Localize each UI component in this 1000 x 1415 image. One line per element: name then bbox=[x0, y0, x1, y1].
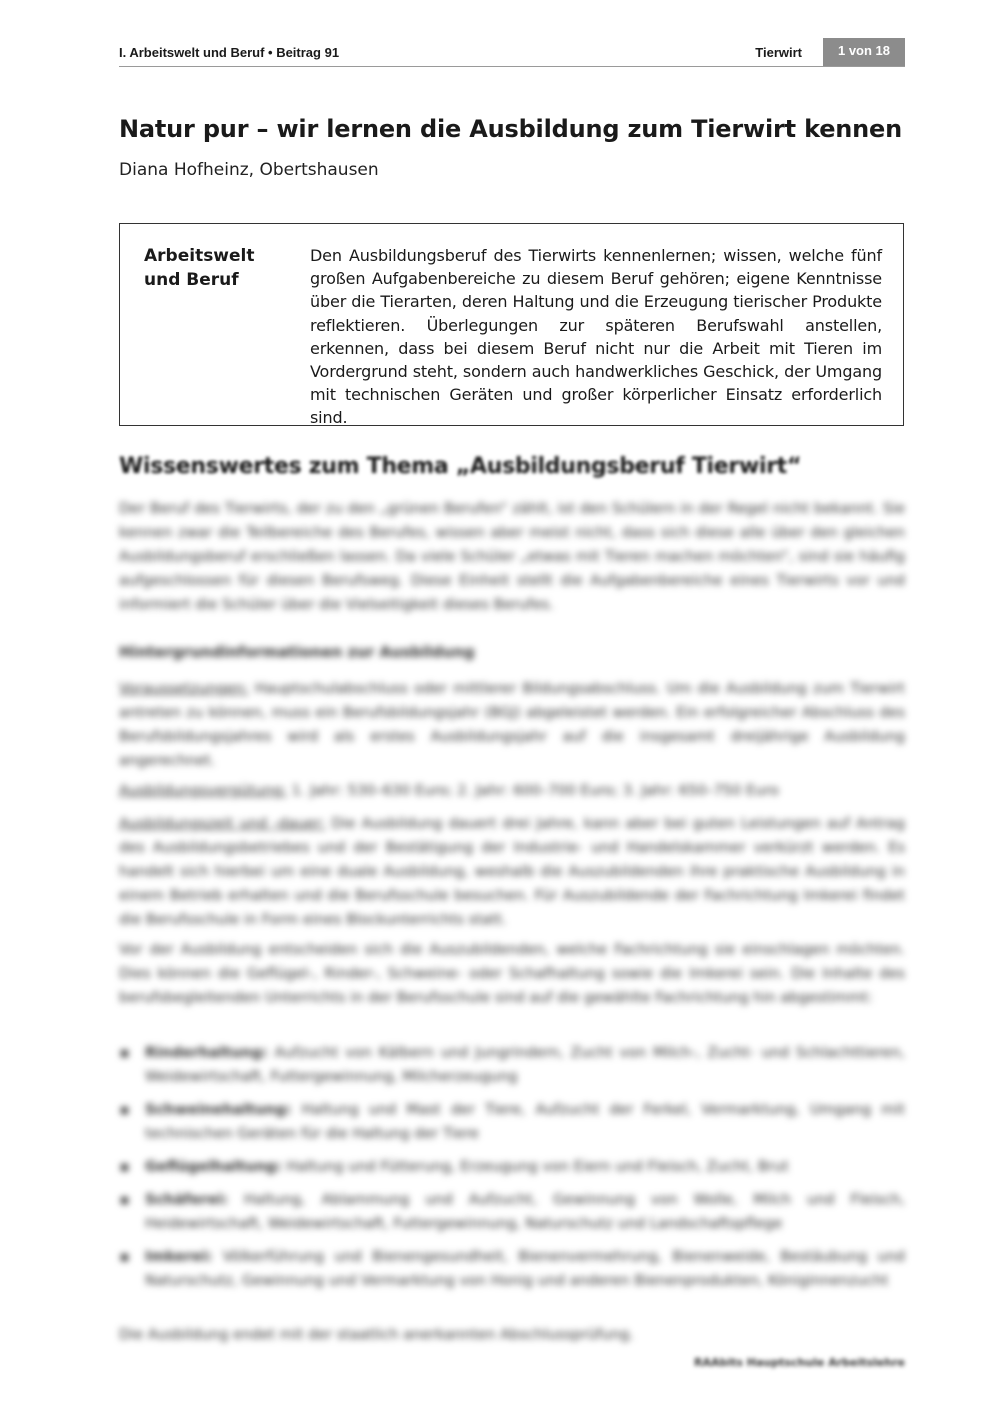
duration-label: Ausbildungszeit und -dauer: bbox=[119, 816, 326, 832]
requirements-label: Voraussetzungen: bbox=[119, 681, 249, 697]
requirements-block bbox=[119, 677, 905, 773]
list-item: Rinderhaltung: Aufzucht von Kälbern und Jungrindern, Zucht von Milch-, Zucht- und Schlachttieren, Weidewirtschaft, Futtergewinnung, Milcherzeugung bbox=[119, 1041, 905, 1089]
duration-text: Die Ausbildung dauert drei Jahre, kann aber bei guten Leistungen auf Antrag des Ausbildungsbetriebes und der Bestätigung der Industrie- und Handelskammer verkürzt werden. Es handelt sich hierbei um eine duale Ausbildung, weshalb die Auszubildenden ihre praktische Ausbildung in einem Betrieb erhalten und die Berufsschule besuchen. Für Auszubildende der Fachrichtung Imkerei findet die Berufsschule in Form eines Blockunterrichts statt. bbox=[119, 816, 905, 928]
pay-label: Ausbildungsvergütung: bbox=[119, 783, 288, 799]
closing-paragraph: Die Ausbildung endet mit der staatlich anerkannten Abschlussprüfung. bbox=[119, 1327, 634, 1343]
info-box bbox=[119, 223, 904, 426]
specialization-list-block bbox=[119, 1041, 905, 1293]
footer-credit: RAAbits Hauptschule Arbeitslehre bbox=[694, 1356, 905, 1369]
intro-paragraph: Der Beruf des Tierwirts, der zu den „grünen Berufen“ zählt, ist den Schülern in der Regel nicht bekannt. Sie kennen zwar die Teilbereiche des Berufes, wissen aber meist nicht, dass sich diese alle über den gleichen Ausbildungsberuf erschließen lassen. Da viele Schüler „etwas mit Tieren machen möchten“, sind sie häufig aufgeschlossen für diesen Berufsweg. Diese Einheit stellt die Aufgabenbereiche eines Tierwirts vor und informiert die Schüler über die Vielseitigkeit dieses Berufes. bbox=[119, 501, 905, 613]
pay-text: 1. Jahr: 530–630 Euro; 2. Jahr: 600–700 Euro; 3. Jahr: 650–750 Euro bbox=[287, 783, 779, 799]
pay-block bbox=[119, 779, 905, 803]
duration-block bbox=[119, 812, 905, 932]
subheading: Hintergrundinformationen zur Ausbildung bbox=[119, 643, 475, 661]
info-box-text: Den Ausbildungsberuf des Tierwirts kennenlernen; wissen, welche fünf großen Aufgabenbereiche zu diesem Beruf gehören; eigene Kenntnisse über die Tierarten, deren Haltung und die Erzeugung tierischer Produkte reflektieren. Überlegungen zur späteren Berufswahl anstellen, erkennen, dass bei diesem Beruf nicht nur die Arbeit mit Tieren im Vordergrund steht, sondern auch handwerkliches Geschick, der Umgang mit technischen Geräten und großer körperlicher Einsatz erforderlich sind. bbox=[310, 246, 882, 428]
duration-paragraph bbox=[119, 812, 905, 932]
list-item: Schweinehaltung: Haltung und Mast der Tiere, Aufzucht der Ferkel, Vermarktung, Umgang mit technischen Geräten für die Haltung der Tiere bbox=[119, 1098, 905, 1146]
subheading-block bbox=[119, 643, 905, 661]
list-item: Schäferei: Haltung, Ablammung und Aufzucht, Gewinnung von Wolle, Milch und Fleisch, Heidewirtschaft, Weidewirtschaft, Futtergewinnung, Naturschutz und Landschaftspflege bbox=[119, 1188, 905, 1236]
header-topic: Tierwirt bbox=[755, 45, 802, 60]
list-item: Geflügelhaltung: Haltung und Fütterung, Erzeugung von Eiern und Fleisch, Zucht, Brut bbox=[119, 1155, 905, 1179]
author: Diana Hofheinz, Obertshausen bbox=[119, 160, 379, 180]
specialization-block bbox=[119, 938, 905, 1010]
requirements-text: Hauptschulabschluss oder mittlerer Bildungsabschluss. Um die Ausbildung zum Tierwirt antreten zu können, muss ein Berufsbildungsjahr (BGJ) abgeleistet werden. Ein erfolgreicher Abschluss des Berufsbildungsjahres wird als erstes Ausbildungsjahr auf die insgesamt dreijährige Ausbildung angerechnet. bbox=[119, 681, 905, 769]
closing-block bbox=[119, 1323, 905, 1347]
page-number-badge: 1 von 18 bbox=[823, 38, 905, 66]
intro-paragraph-block bbox=[119, 497, 905, 617]
specialization-list bbox=[119, 1041, 905, 1293]
section-heading: Wissenswertes zum Thema „Ausbildungsberuf Tierwirt“ bbox=[119, 454, 802, 479]
page-title: Natur pur – wir lernen die Ausbildung zum Tierwirt kennen bbox=[119, 115, 903, 143]
requirements-paragraph bbox=[119, 677, 905, 773]
info-box-label: Arbeitswelt und Beruf bbox=[144, 246, 255, 290]
header-section: I. Arbeitswelt und Beruf • Beitrag 91 bbox=[119, 45, 340, 60]
list-item: Imkerei: Völkerführung und Bienengesundheit, Bienenvermehrung, Bienenweide, Bestäubung und Naturschutz, Gewinnung und Vermarktung von Honig und anderen Bienenprodukten, Königinnenzucht bbox=[119, 1245, 905, 1293]
page-header bbox=[119, 38, 905, 67]
specialization-paragraph: Vor der Ausbildung entscheiden sich die Auszubildenden, welche Fachrichtung sie einschlagen möchten. Dies können die Geflügel-, Rinder-, Schweine- oder Schafhaltung sowie die Imkerei sein. Die Inhalte des berufsbegleitenden Unterrichts in der Berufsschule sind auf die gewählte Fachrichtung hin abgestimmt: bbox=[119, 942, 905, 1006]
pay-paragraph bbox=[119, 779, 905, 803]
